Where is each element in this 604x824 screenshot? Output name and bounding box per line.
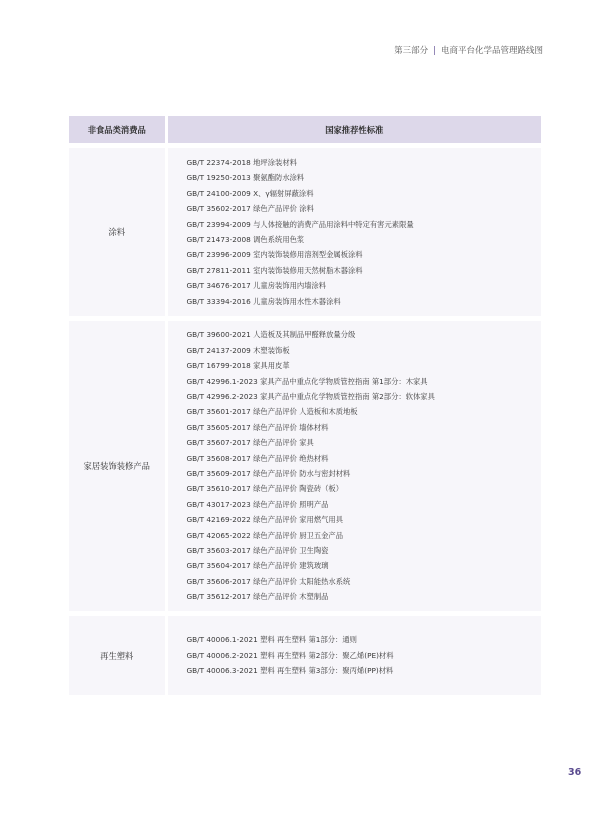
standard-item: GB/T 42065-2022 绿色产品评价 厨卫五金产品 — [186, 530, 344, 540]
standard-item: GB/T 22374-2018 地坪涂装材料 — [186, 157, 297, 167]
standards-list — [187, 155, 542, 309]
standard-item: GB/T 39600-2021 人造板及其制品甲醛释放量分级 — [186, 330, 356, 340]
standard-item: GB/T 35607-2017 绿色产品评价 家具 — [186, 438, 314, 448]
column-header-category: 非食品类消费品 — [69, 116, 166, 146]
standard-item: GB/T 16799-2018 家具用皮革 — [186, 361, 290, 371]
standard-item: GB/T 23994-2009 与人体接触的消费产品用涂料中特定有害元素限量 — [186, 219, 414, 229]
standard-item: GB/T 42169-2022 绿色产品评价 家用燃气用具 — [186, 515, 344, 525]
standards-cell — [166, 319, 541, 614]
standard-item: GB/T 40006.2-2021 塑料 再生塑料 第2部分：聚乙烯(PE)材料 — [186, 650, 394, 660]
section-label: 第三部分 — [394, 46, 429, 56]
standard-item: GB/T 42996.1-2023 家具产品中重点化学物质管控指南 第1部分：木家具 — [186, 376, 428, 386]
standard-item: GB/T 35602-2017 绿色产品评价 涂料 — [186, 204, 314, 214]
standard-item: GB/T 35608-2017 绿色产品评价 绝热材料 — [186, 453, 329, 463]
standard-item: GB/T 35603-2017 绿色产品评价 卫生陶瓷 — [186, 546, 329, 556]
running-header — [394, 44, 543, 56]
standard-item: GB/T 43017-2023 绿色产品评价 照明产品 — [186, 499, 329, 509]
standard-item: GB/T 21473-2008 调色系统用色浆 — [186, 235, 305, 244]
standard-item: GB/T 23996-2009 室内装饰装修用溶剂型金属板涂料 — [186, 250, 363, 260]
standard-item: GB/T 35605-2017 绿色产品评价 墙体材料 — [186, 422, 329, 432]
standard-item: GB/T 24100-2009 X、γ辐射屏蔽涂料 — [186, 188, 314, 198]
category-cell: 再生塑料 — [69, 614, 166, 696]
standard-item: GB/T 35604-2017 绿色产品评价 建筑玻璃 — [186, 561, 329, 571]
table-row-home-decoration — [69, 319, 541, 614]
standards-table — [69, 116, 541, 695]
standards-cell — [166, 614, 541, 696]
standard-item: GB/T 35606-2017 绿色产品评价 太阳能热水系统 — [186, 576, 351, 586]
standard-item: GB/T 35601-2017 绿色产品评价 人造板和木质地板 — [186, 407, 358, 417]
standard-item: GB/T 24137-2009 木塑装饰板 — [186, 345, 290, 355]
standard-item: GB/T 27811-2011 室内装饰装修用天然树脂木器涂料 — [186, 265, 363, 275]
standard-item: GB/T 42996.2-2023 家具产品中重点化学物质管控指南 第2部分：软体家具 — [186, 391, 435, 401]
standard-item: GB/T 40006.3-2021 塑料 再生塑料 第3部分：聚丙烯(PP)材料 — [186, 666, 394, 676]
standards-list — [187, 327, 542, 604]
standard-item: GB/T 19250-2013 聚氨酯防水涂料 — [186, 173, 305, 183]
page-number: 36 — [568, 767, 582, 778]
table-row-recycled-plastics — [69, 614, 541, 696]
document-title: 电商平台化学品管理路线图 — [440, 46, 543, 56]
standard-item: GB/T 33394-2016 儿童房装饰用水性木器涂料 — [186, 296, 341, 306]
standard-item: GB/T 35612-2017 绿色产品评价 木塑制品 — [186, 592, 329, 602]
standard-item: GB/T 35610-2017 绿色产品评价 陶瓷砖（板） — [186, 484, 344, 494]
standard-item: GB/T 35609-2017 绿色产品评价 防水与密封材料 — [186, 469, 351, 478]
category-cell: 家居装饰装修产品 — [69, 319, 166, 614]
standards-cell — [166, 146, 541, 319]
table-header-row — [69, 116, 541, 146]
header-separator: | — [433, 46, 436, 56]
column-header-standards: 国家推荐性标准 — [166, 116, 541, 146]
table-row-coatings — [69, 146, 541, 319]
standard-item: GB/T 34676-2017 儿童房装饰用内墙涂料 — [186, 281, 327, 291]
standard-item: GB/T 40006.1-2021 塑料 再生塑料 第1部分：通则 — [186, 635, 357, 645]
category-cell: 涂料 — [69, 146, 166, 319]
standards-list — [187, 632, 542, 678]
